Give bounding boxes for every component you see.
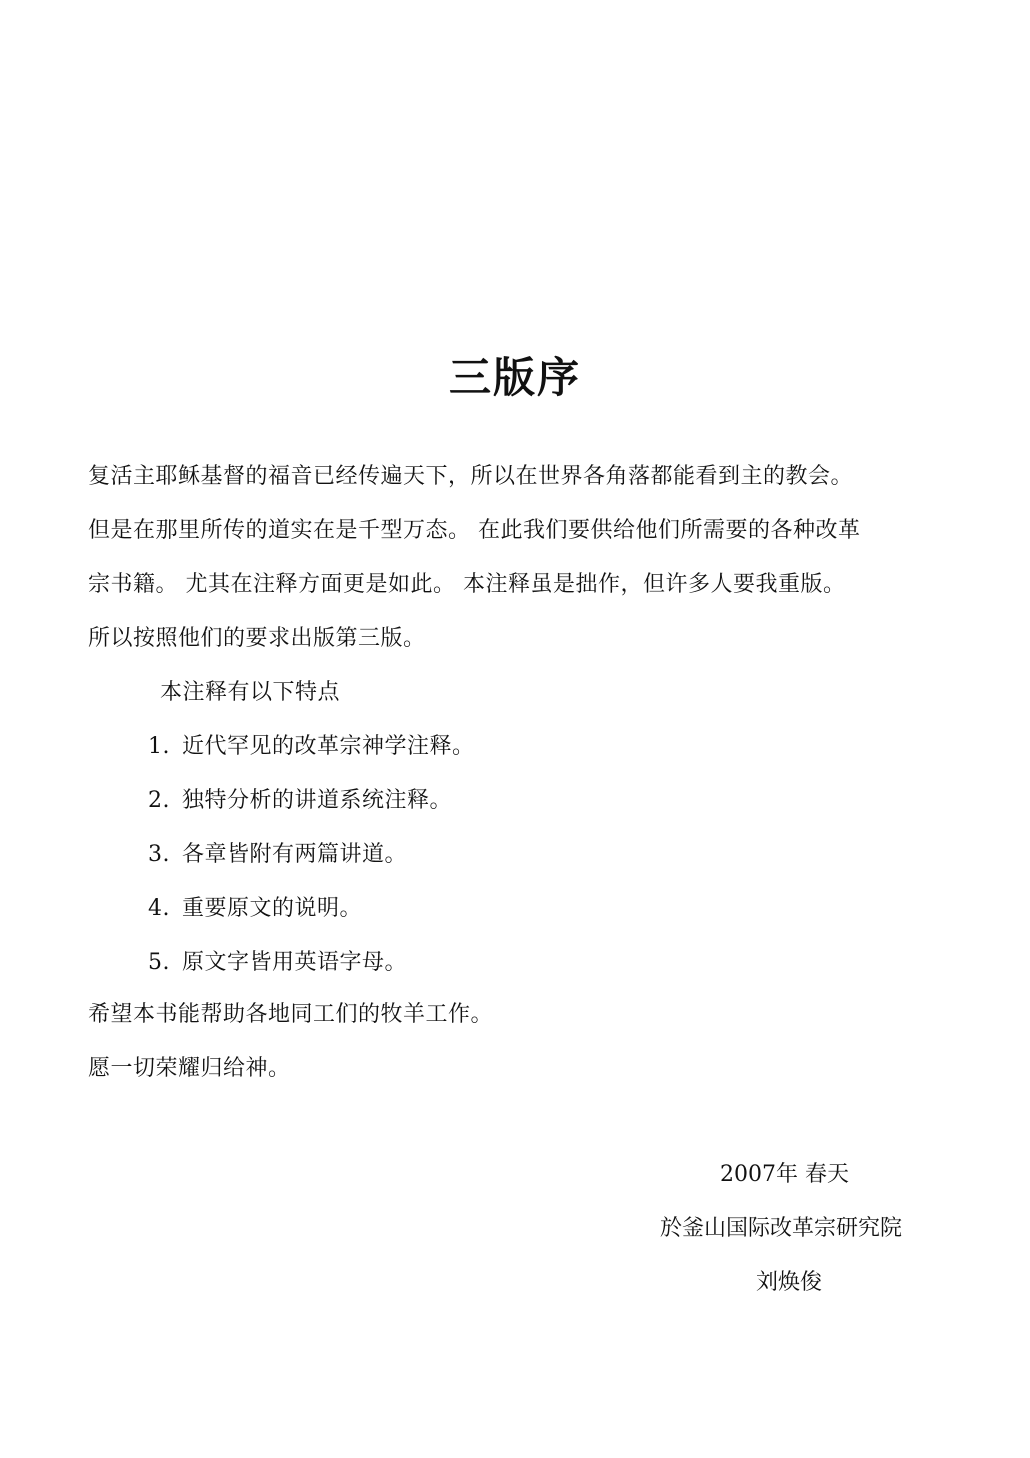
feature-text: 原文字皆用英语字母。 bbox=[182, 950, 408, 975]
signature-institution: 於釜山国际改革宗研究院 bbox=[660, 1216, 903, 1241]
feature-item bbox=[148, 786, 452, 816]
features-intro: 本注释有以下特点 bbox=[160, 680, 341, 705]
closing-line-2: 愿一切荣耀归给神。 bbox=[88, 1056, 291, 1081]
closing-line-1: 希望本书能帮助各地同工们的牧羊工作。 bbox=[88, 1002, 494, 1027]
signature-author: 刘焕俊 bbox=[756, 1270, 823, 1295]
feature-item bbox=[148, 894, 362, 924]
page-title: 三版序 bbox=[448, 353, 581, 402]
paragraph-line-3: 宗书籍。 尤其在注释方面更是如此。 本注释虽是拙作，但许多人要我重版。 bbox=[88, 572, 846, 597]
feature-number: 1. bbox=[148, 734, 170, 759]
feature-text: 各章皆附有两篇讲道。 bbox=[182, 842, 408, 867]
feature-text: 独特分析的讲道系统注释。 bbox=[182, 788, 453, 813]
feature-number: 3. bbox=[148, 842, 170, 867]
feature-text: 重要原文的说明。 bbox=[182, 896, 363, 921]
feature-item bbox=[148, 732, 475, 762]
signature-date: 2007年 春天 bbox=[720, 1162, 849, 1187]
feature-number: 4. bbox=[148, 896, 170, 921]
feature-number: 2. bbox=[148, 788, 170, 813]
feature-item bbox=[148, 840, 407, 870]
paragraph-line-2: 但是在那里所传的道实在是千型万态。 在此我们要供给他们所需要的各种改革 bbox=[88, 518, 861, 543]
paragraph-line-4: 所以按照他们的要求出版第三版。 bbox=[88, 626, 426, 651]
feature-item bbox=[148, 948, 407, 978]
feature-number: 5. bbox=[148, 950, 170, 975]
feature-text: 近代罕见的改革宗神学注释。 bbox=[182, 734, 475, 759]
paragraph-line-1: 复活主耶稣基督的福音已经传遍天下，所以在世界各角落都能看到主的教会。 bbox=[88, 464, 854, 489]
